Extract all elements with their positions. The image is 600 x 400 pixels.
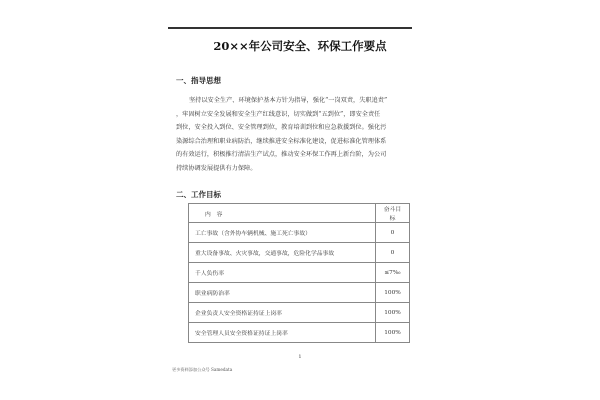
- table-cell-target: ≤7‰: [376, 263, 410, 283]
- section-heading-work-goals: 二、工作目标: [176, 190, 221, 199]
- table-cell-content: 工亡事故（含外协车辆机械、施工死亡事故）: [189, 223, 376, 243]
- table-cell-content: 安全管理人员安全资格证持证上岗率: [189, 323, 376, 343]
- table-row: [189, 323, 410, 343]
- table-cell-content: 重大设备事故、火灾事故，交通事故，危险化学品事故: [189, 243, 376, 263]
- table-cell-content: 千人负伤率: [189, 263, 376, 283]
- table-cell-target: 0: [376, 223, 410, 243]
- paragraph-line: 持续协调发展提供有力保障。: [176, 164, 257, 172]
- paragraph-line: ，牢固树立安全发展和安全生产红线意识，切实做到“五到位”，即安全责任: [176, 110, 381, 118]
- table-row: [189, 263, 410, 283]
- table-header-content: 内 容: [189, 204, 376, 223]
- guiding-ideology-paragraph: [176, 94, 424, 176]
- footer-note: 更多资料添加公众号 Samedata: [172, 367, 233, 372]
- table-row: [189, 243, 410, 263]
- paragraph-line: 的有效运行，积极推行清洁生产试点，推动安全环保工作再上新台阶，为公司: [176, 151, 387, 159]
- goals-table: [188, 203, 410, 343]
- top-rule: [168, 27, 412, 29]
- table-row: [189, 283, 410, 303]
- table-row: [189, 303, 410, 323]
- table-cell-target: 0: [376, 243, 410, 263]
- table-cell-target: 100%: [376, 283, 410, 303]
- table-cell-content: 职业病防治率: [189, 283, 376, 303]
- table-cell-target: 100%: [376, 303, 410, 323]
- paragraph-line: 坚持以安全生产、环境保护基本方针为指导，强化“一岗双责，失职追责”: [189, 97, 388, 104]
- table-cell-content: 企业负责人安全资格证持证上岗率: [189, 303, 376, 323]
- table-header-row: [189, 204, 410, 223]
- table-header-target: 奋斗目标: [376, 204, 410, 223]
- paragraph-line: 到位，安全投入到位、安全管理到位，教育培训到位和应急救援到位。强化污: [176, 124, 387, 132]
- table-cell-target: 100%: [376, 323, 410, 343]
- section-heading-guiding-ideology: 一、指导思想: [176, 76, 221, 85]
- table-row: [189, 223, 410, 243]
- paragraph-line: 染源综合治理和职业病防治，继续推进安全标准化建设，促进标准化管理体系: [176, 137, 387, 145]
- document-title: 20××年公司安全、环保工作要点: [213, 39, 387, 53]
- page-number: 1: [298, 354, 302, 360]
